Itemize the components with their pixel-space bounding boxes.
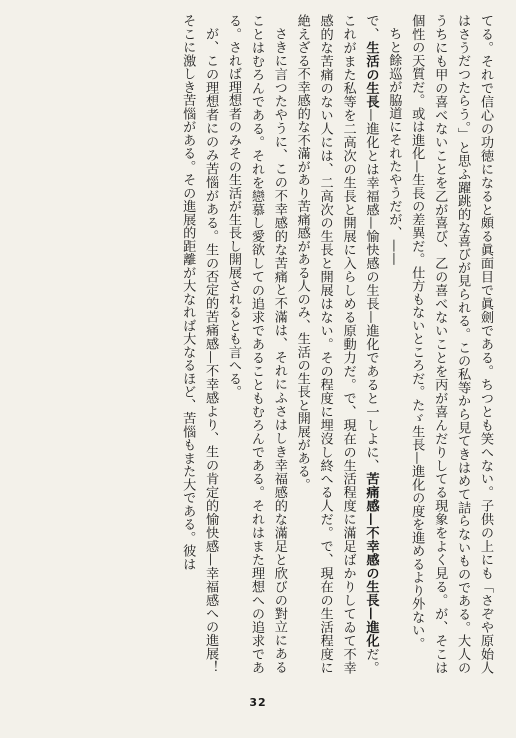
emphasis-text: 生活の生長 [363, 40, 379, 109]
paragraph-p3 [290, 14, 382, 674]
body-text: だ。これがまた私等を二高次の生長と開展に入らしめる原動力だ。で、現在の生活程度に滿足ばかりしてゐて不幸感的な苦痛のない人には、二高次の生長と開展はない。その程度に埋沒し終へる人だ。で、現在の生活程度に絶えざる不幸感的な不滿があり苦痛感がある人のみ、生活の生長と開展がある。 [294, 14, 379, 675]
body-text: ある。大人のうちにも甲の喜べないことを乙が喜び、乙の喜べないことを丙が喜んだりしてる現象をよく見る。が、そこは個性の天質だ。或は進化—生長の差異だ。仕方もないところだ。たゞ生長—進化の度を進めるより外ない。 [409, 14, 471, 674]
paragraph-p2 [381, 14, 404, 674]
body-text: さきに言つたやうに、この不幸感的な苦痛と不滿は、それにふさはしき幸福感的な滿足と欣びの對立にあることはむろんである。それを戀慕し愛欲しての追求であることもむろんである。それはまた理想への追求である。されば理想者のみその生活が生長し開展されるとも言へる。 [226, 14, 287, 674]
emphasis-text: 苦痛感—不幸感の生長—進化 [363, 472, 379, 648]
paragraph-p5 [175, 14, 221, 688]
vertical-text-body [22, 14, 496, 688]
body-text: で、 [363, 14, 379, 41]
paragraph-p4 [221, 14, 290, 674]
paragraph-p1 [404, 14, 496, 674]
page-number: 32 [249, 696, 267, 709]
body-text: ちと餘巡が脇道にそれたやうだが、—— [386, 27, 402, 266]
body-text: が、この理想者にのみ苦惱がある。生の否定的苦痛感—不幸感より、生の肯定的愉快感—幸福感への進展！ そこに激しき苦惱がある。その進展的距離が大なれば大なるほど、苦惱もまた大である。彼は [180, 14, 219, 688]
body-text: てる。それで信心の功徳になると頗る眞面目で眞劍である。ちつとも笑へない。子供の上にも「さぞや原始人はさうだつたらう。」と思ふ躍跳的な喜びが見られる。この私等から見てきはめて詰らないもので [455, 14, 493, 674]
body-text: —進化とは幸福感—愉快感の生長—進化であると一しよに、 [363, 108, 379, 473]
